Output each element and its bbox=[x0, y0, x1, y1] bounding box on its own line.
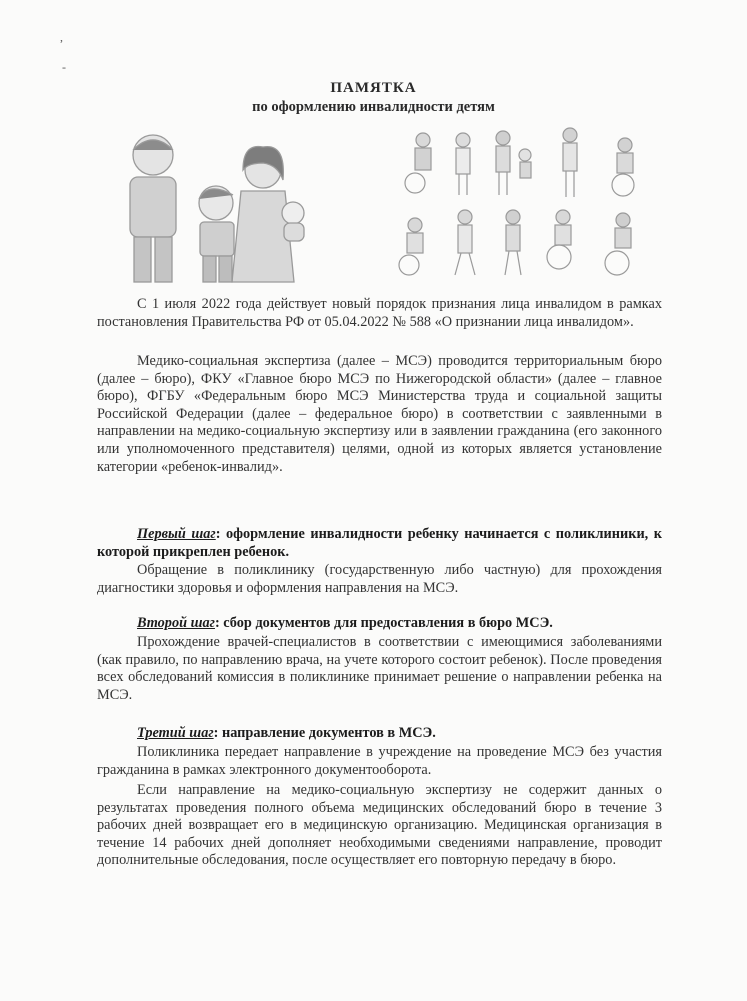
step-1-title: : оформление инвалидности ребенку начинается с поликлиники, к которой прикреплен ребенок. bbox=[97, 526, 662, 560]
step-2-body: Прохождение врачей-специалистов в соответствии с имеющимися заболеваниями (как правило, по направлению врача, на учете которого состоит ребенок). После проведения всех обследований комиссия в поликлинике принимает решение о направлении ребенка на МСЭ. bbox=[97, 634, 662, 703]
step-1-label: Первый шаг bbox=[137, 526, 216, 542]
step-2-title: : сбор документов для предоставления в бюро МСЭ. bbox=[214, 615, 553, 631]
document-subtitle: по оформлению инвалидности детям bbox=[252, 99, 495, 115]
step-3-body-2: Если направление на медико-социальную экспертизу не содержит данных о результатах проведения полного объема медицинских обследований бюро в течение 3 рабочих дней возвращает его в медицинскую организацию. Медицинская организация в течение 14 рабочих дней дополняет необходимыми сведениями направление, проводит дополнительные обследования, после осуществляет его повторную передачу в бюро. bbox=[97, 782, 662, 869]
step-3-body-1: Поликлиника передает направление в учреждение на проведение МСЭ без участия гражданина в рамках электронного документооборота. bbox=[97, 744, 662, 778]
step-3-label: Третий шаг bbox=[137, 725, 214, 741]
step-1-heading bbox=[97, 526, 662, 561]
document-title: ПАМЯТКА bbox=[330, 80, 417, 96]
mse-paragraph: Медико-социальная экспертиза (далее – МСЭ) проводится территориальным бюро (далее – бюро), ФКУ «Главное бюро МСЭ по Нижегородской области» (далее – главное бюро), ФГБУ «Федеральным бюро МСЭ Министерства труда и социальной защиты Российской Федерации (далее – федеральное бюро) в соответствии с заявленными в направлении на медико-социальную экспертизу или в заявлении гражданина (его законного или уполномоченного представителя) целями, одной из которых является установление категории «ребенок-инвалид». bbox=[97, 353, 662, 475]
scan-mark: - bbox=[62, 60, 66, 74]
step-1-body: Обращение в поликлинику (государственную либо частную) для прохождения диагностики здоровья и оформления направления на МСЭ. bbox=[97, 562, 662, 596]
family-illustration bbox=[108, 125, 348, 290]
step-2-label: Второй шаг bbox=[137, 615, 215, 631]
people-with-disabilities-illustration bbox=[385, 125, 655, 290]
intro-paragraph: С 1 июля 2022 года действует новый порядок признания лица инвалидом в рамках постановления Правительства РФ от 05.04.2022 № 588 «О признании лица инвалидом». bbox=[97, 296, 662, 330]
step-2-heading bbox=[97, 615, 662, 633]
step-3-heading bbox=[97, 725, 662, 743]
step-3-title: : направление документов в МСЭ. bbox=[213, 725, 436, 741]
scan-mark: , bbox=[60, 30, 63, 44]
